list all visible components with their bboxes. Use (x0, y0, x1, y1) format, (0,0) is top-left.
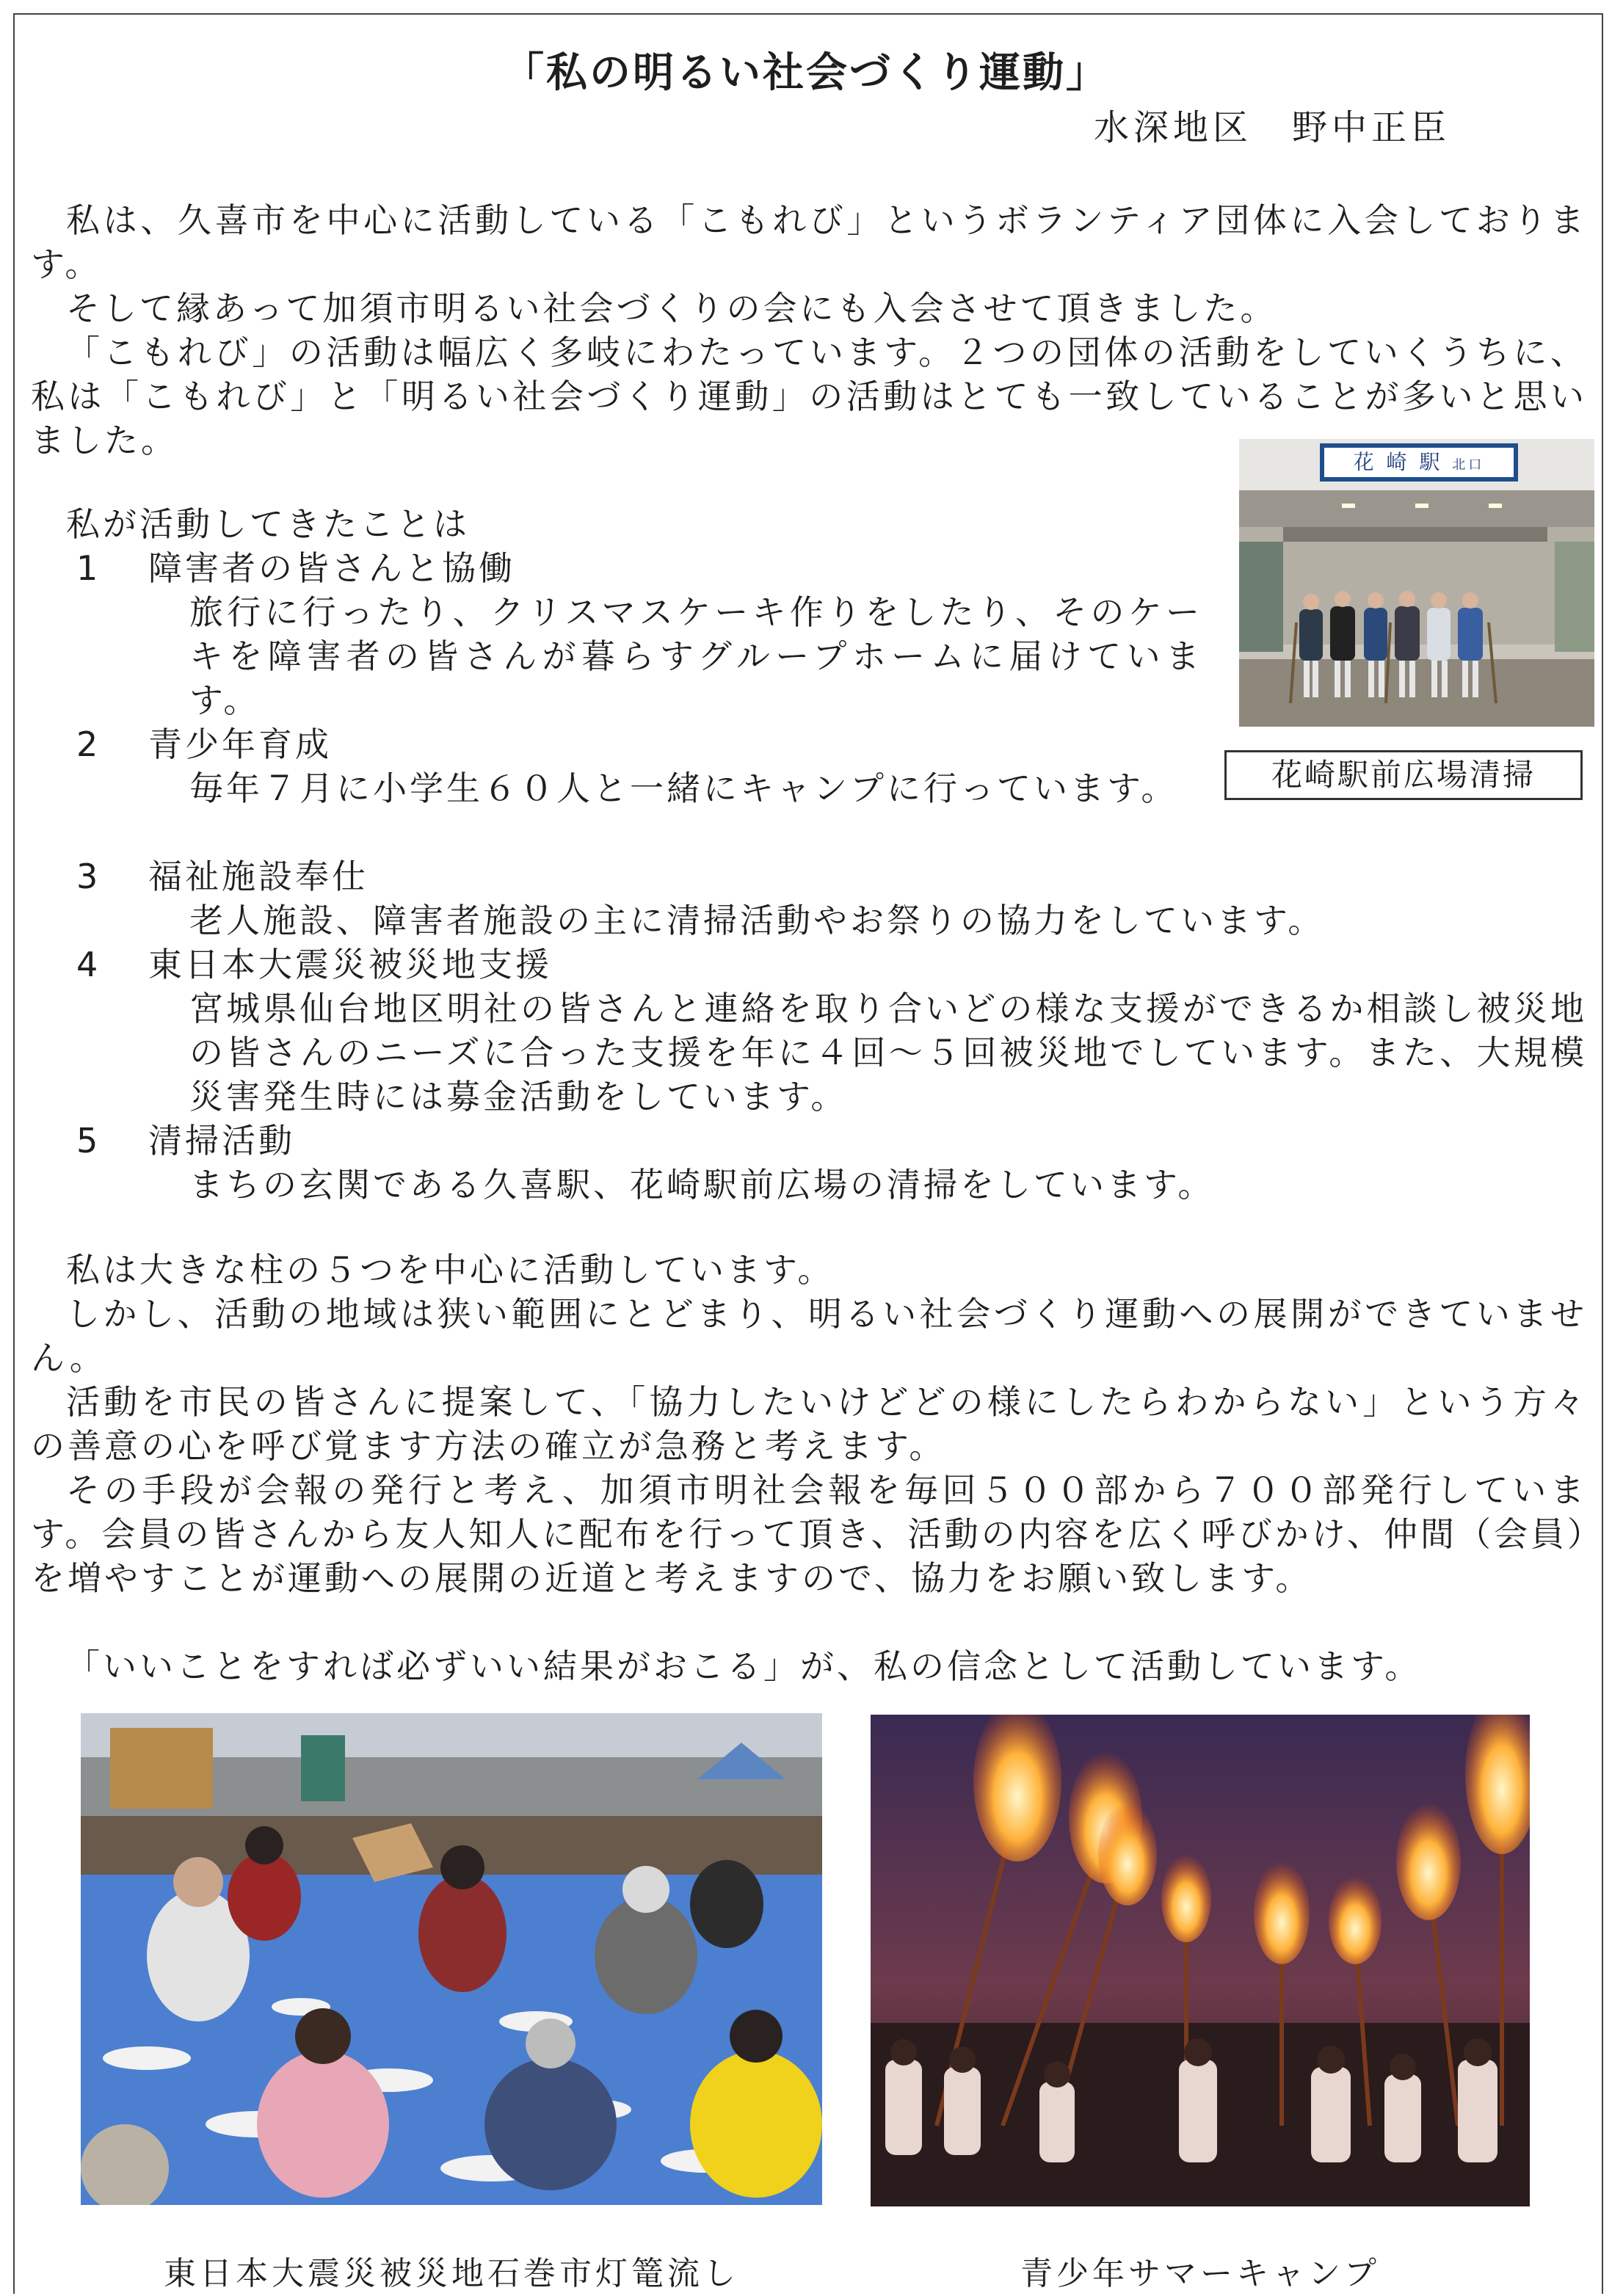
activity-2-number: 2 (76, 724, 98, 764)
lantern-event-photo (81, 1713, 822, 2205)
activity-3-number: 3 (76, 857, 98, 896)
article-title: 「私の明るい社会づくり運動」 (503, 49, 1109, 97)
conclusion-paragraph-2: しかし、活動の地域は狭い範囲にとどまり、明るい社会づくり運動への展開ができていません。 (31, 1294, 1587, 1378)
activity-2-heading: 青少年育成 (148, 724, 332, 764)
station-cleaning-photo (1239, 439, 1594, 727)
list-intro: 私が活動してきたことは (66, 504, 470, 544)
conclusion-paragraph-5: 「いいことをすれば必ずいい結果がおこる」が、私の信念として活動しています。 (66, 1646, 1422, 1686)
intro-paragraph-1: 私は、久喜市を中心に活動している「こもれび」というボランティア団体に入会しております。 (31, 200, 1587, 284)
station-exit: 北口 (1452, 457, 1485, 473)
activity-1-body: 旅行に行ったり、クリスマスケーキ作りをしたり、そのケーキを障害者の皆さんが暮らすグループホームに届けています。 (189, 592, 1202, 720)
activity-4-heading: 東日本大震災被災地支援 (148, 945, 552, 984)
station-name: 花 崎 駅 (1353, 450, 1443, 474)
activity-5-heading: 清掃活動 (148, 1121, 295, 1160)
activity-4-number: 4 (76, 945, 98, 984)
activity-3-body: 老人施設、障害者施設の主に清掃活動やお祭りの協力をしています。 (189, 901, 1325, 940)
activity-2-body: 毎年７月に小学生６０人と一緒にキャンプに行っています。 (189, 769, 1178, 808)
activity-4-body: 宮城県仙台地区明社の皆さんと連絡を取り合いどの様な支援ができるか相談し被災地の皆さんのニーズに合った支援を年に４回～５回被災地でしています。また、大規模災害発生時には募金活動をしています。 (189, 989, 1587, 1116)
conclusion-paragraph-1: 私は大きな柱の５つを中心に活動しています。 (66, 1250, 835, 1290)
conclusion-paragraph-3: 活動を市民の皆さんに提案して、「協力したいけどどの様にしたらわからない」という方々の善意の心を呼び覚ます方法の確立が急務と考えます。 (31, 1382, 1587, 1466)
activity-1-number: 1 (76, 548, 98, 588)
activity-3-heading: 福祉施設奉仕 (148, 857, 368, 896)
intro-paragraph-3: 「こもれび」の活動は幅広く多岐にわたっています。２つの団体の活動をしていくうちに、私は「こもれび」と「明るい社会づくり運動」の活動はとても一致していることが多いと思いました。 (31, 333, 1587, 460)
station-photo-caption: 花崎駅前広場清掃 (1224, 750, 1583, 800)
intro-paragraph-2: そして縁あって加須市明るい社会づくりの会にも入会させて頂きました。 (66, 288, 1277, 328)
summer-camp-photo-caption: 青少年サマーキャンプ (1020, 2255, 1380, 2292)
activity-5-number: 5 (76, 1121, 98, 1160)
conclusion-paragraph-4: その手段が会報の発行と考え、加須市明社会報を毎回５００部から７００部発行しています。会員の皆さんから友人知人に配布を行って頂き、活動の内容を広く呼びかけ、仲間（会員）を増やすことが運動への展開の近道と考えますので、協力をお願い致します。 (31, 1470, 1587, 1598)
activity-5-body: まちの玄関である久喜駅、花崎駅前広場の清掃をしています。 (189, 1165, 1215, 1205)
summer-camp-photo (871, 1715, 1530, 2206)
author-line: 水深地区 野中正臣 (1094, 107, 1451, 148)
lantern-photo-caption: 東日本大震災被災地石巻市灯篭流し (164, 2255, 739, 2292)
activity-1-heading: 障害者の皆さんと協働 (148, 548, 515, 588)
station-sign (1327, 449, 1511, 476)
